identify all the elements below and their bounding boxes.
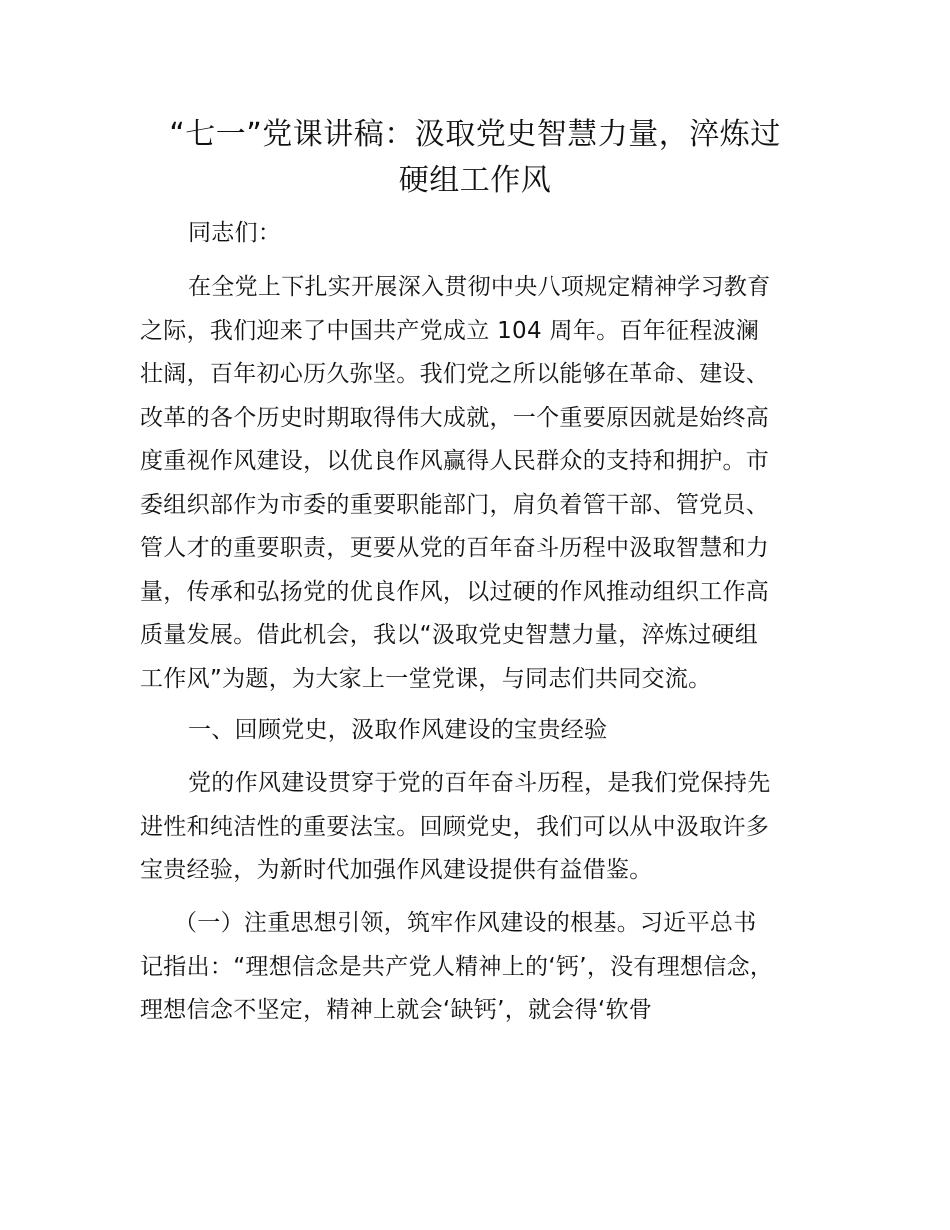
document-title (120, 112, 830, 204)
paragraph-line: 宝贵经验，为新时代加强作风建设提供有益借鉴。 (140, 857, 653, 883)
paragraph-line: 质量发展。借此机会，我以“汲取党史智慧力量，淬炼过硬组 (140, 622, 759, 648)
salutation-block (140, 212, 830, 256)
paragraph-line: 进性和纯洁性的重要法宝。回顾党史，我们可以从中汲取许多 (140, 813, 770, 840)
paragraph-line: 记指出：“理想信念是共产党人精神上的‘钙’，没有理想信念， (140, 953, 774, 980)
paragraph-line: 理想信念不坚定，精神上就会‘缺钙’，就会得‘软骨 (140, 997, 653, 1023)
paragraph-intro (140, 266, 830, 701)
paragraph-line: 改革的各个历史时期取得伟大成就，一个重要原因就是始终高 (140, 404, 770, 431)
title-line: “七一”党课讲稿：汲取党史智慧力量，淬炼过 (169, 117, 781, 152)
salutation: 同志们： (188, 220, 282, 246)
paragraph-line: 之际，我们迎来了中国共产党成立 104 周年。百年征程波澜 (140, 317, 760, 344)
paragraph-line: 量，传承和弘扬党的优良作风，以过硬的作风推动组织工作高 (140, 578, 770, 605)
title-line: 硬组工作风 (398, 163, 552, 198)
paragraph-line: 委组织部作为市委的重要职能部门，肩负着管干部、管党员、 (140, 491, 770, 518)
paragraph-line: 工作风”为题，为大家上一堂党课，与同志们共同交流。 (140, 665, 712, 692)
section-heading-block (140, 709, 830, 753)
paragraph-history (140, 762, 830, 893)
paragraph-line: 壮阔，百年初心历久弥坚。我们党之所以能够在革命、建设、 (140, 361, 770, 387)
paragraph-subsection (140, 902, 830, 1033)
paragraph-line: 党的作风建设贯穿于党的百年奋斗历程，是我们党保持先 (188, 770, 771, 796)
paragraph-line: （一）注重思想引领，筑牢作风建设的根基。习近平总书 (174, 910, 757, 936)
paragraph-line: 管人才的重要职责，更要从党的百年奋斗历程中汲取智慧和力 (140, 535, 770, 561)
section-heading: 一、回顾党史，汲取作风建设的宝贵经验 (188, 717, 608, 743)
paragraph-line: 度重视作风建设，以优良作风赢得人民群众的支持和拥护。市 (140, 448, 770, 474)
paragraph-line: 在全党上下扎实开展深入贯彻中央八项规定精神学习教育 (188, 274, 771, 300)
